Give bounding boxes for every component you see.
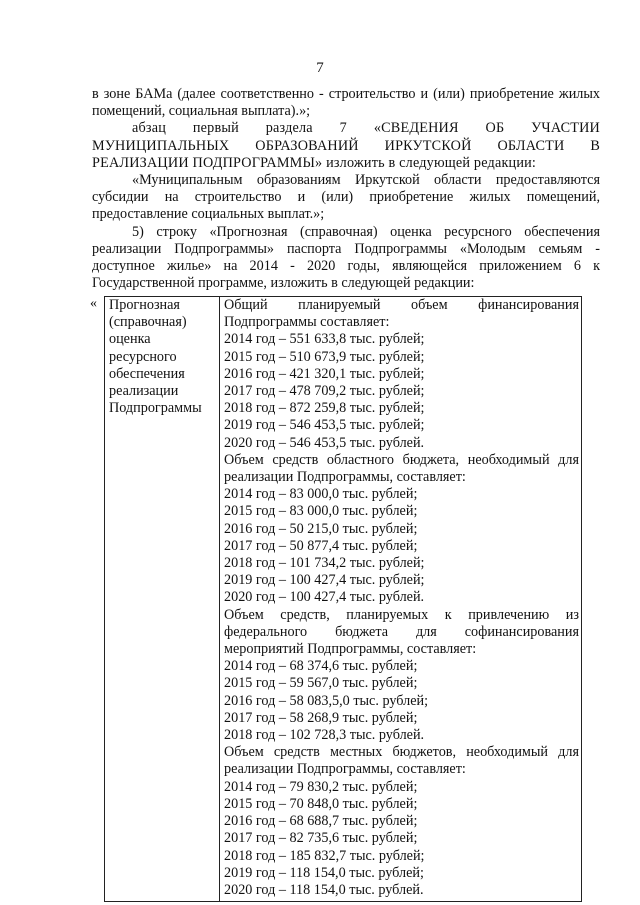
year-line: 2015 год – 59 567,0 тыс. рублей; [224, 675, 418, 692]
year-line: 2016 год – 68 688,7 тыс. рублей; [224, 813, 418, 830]
year-line: 2020 год – 546 453,5 тыс. рублей. [224, 434, 425, 451]
year-line: 2020 год – 118 154,0 тыс. рублей. [224, 881, 424, 898]
year-line: 2016 год – 58 083,5,0 тыс. рублей; [224, 692, 429, 709]
paragraph-passport-row: 5) строку «Прогнозная (справочная) оценка ресурсного обеспечения реализации Подпрограммы» паспорта Подпрограммы «Молодым семьям - доступное жилье» на 2014 - 2020 годы, являющейся приложением 6 к Государственной программе, изложить в следующей редакции: [92, 223, 600, 292]
year-line: 2018 год – 185 832,7 тыс. рублей; [224, 847, 425, 864]
year-line: 2017 год – 478 709,2 тыс. рублей; [224, 383, 425, 400]
row-name-line: обеспечения [109, 365, 185, 382]
year-line: 2016 год – 50 215,0 тыс. рублей; [224, 520, 418, 537]
row-name-line: реализации [109, 383, 179, 400]
row-name-line: ресурсного [109, 348, 177, 365]
year-line: 2014 год – 83 000,0 тыс. рублей; [224, 486, 418, 503]
paragraph-section-7: абзац первый раздела 7 «СВЕДЕНИЯ ОБ УЧАСТИИ МУНИЦИПАЛЬНЫХ ОБРАЗОВАНИЙ ИРКУТСКОЙ ОБЛАСТИ В РЕАЛИЗАЦИИ ПОДПРОГРАММЫ» изложить в следующей редакции: [92, 120, 600, 171]
year-line: 2015 год – 83 000,0 тыс. рублей; [224, 503, 418, 520]
section-heading-line: Объем средств, планируемых к привлечению из [224, 606, 579, 623]
section-heading-line: реализации Подпрограммы, составляет: [224, 469, 466, 486]
row-name-line: оценка [109, 331, 151, 348]
row-name-line: (справочная) [109, 314, 187, 331]
year-line: 2015 год – 510 673,9 тыс. рублей; [224, 348, 425, 365]
paragraph-bam: в зоне БАМа (далее соответственно - строительство и (или) приобретение жилых помещений, социальная выплата).»; [92, 86, 600, 120]
paragraph-municipal-subsidies: «Муниципальным образованиям Иркутской области предоставляются субсидии на строительство и (или) приобретение жилых помещений, предоставление социальных выплат.»; [92, 172, 600, 223]
year-line: 2016 год – 421 320,1 тыс. рублей; [224, 365, 425, 382]
section-heading-line: Подпрограммы составляет: [224, 314, 390, 331]
year-line: 2019 год – 546 453,5 тыс. рублей; [224, 417, 425, 434]
row-name-cell [105, 297, 220, 902]
table-row [105, 297, 582, 902]
year-line: 2015 год – 70 848,0 тыс. рублей; [224, 795, 418, 812]
year-line: 2014 год – 68 374,6 тыс. рублей; [224, 658, 418, 675]
opening-quote: « [90, 296, 97, 311]
row-name-line: Прогнозная [109, 297, 180, 313]
section-heading-line: Объем средств областного бюджета, необходимый для [224, 451, 579, 468]
year-line: 2018 год – 102 728,3 тыс. рублей. [224, 727, 425, 744]
section-heading-line: Общий планируемый объем финансирования [224, 297, 579, 313]
year-line: 2017 год – 82 735,6 тыс. рублей; [224, 830, 418, 847]
year-line: 2014 год – 79 830,2 тыс. рублей; [224, 778, 418, 795]
row-value-cell [220, 297, 582, 902]
year-line: 2018 год – 872 259,8 тыс. рублей; [224, 400, 425, 417]
year-line: 2019 год – 118 154,0 тыс. рублей; [224, 864, 424, 881]
page-number: 7 [316, 60, 324, 76]
section-heading-line: федерального бюджета для софинансирования [224, 623, 579, 640]
year-line: 2014 год – 551 633,8 тыс. рублей; [224, 331, 425, 348]
resource-estimate-table [104, 296, 582, 902]
year-line: 2020 год – 100 427,4 тыс. рублей. [224, 589, 425, 606]
section-heading-line: реализации Подпрограммы, составляет: [224, 761, 466, 778]
year-line: 2019 год – 100 427,4 тыс. рублей; [224, 572, 425, 589]
year-line: 2017 год – 58 268,9 тыс. рублей; [224, 709, 418, 726]
row-name-line: Подпрограммы [109, 400, 202, 417]
section-heading-line: Объем средств местных бюджетов, необходимый для [224, 744, 579, 761]
year-line: 2017 год – 50 877,4 тыс. рублей; [224, 537, 418, 554]
section-heading-line: мероприятий Подпрограммы, составляет: [224, 641, 477, 658]
body-text [92, 86, 600, 292]
year-line: 2018 год – 101 734,2 тыс. рублей; [224, 555, 425, 572]
